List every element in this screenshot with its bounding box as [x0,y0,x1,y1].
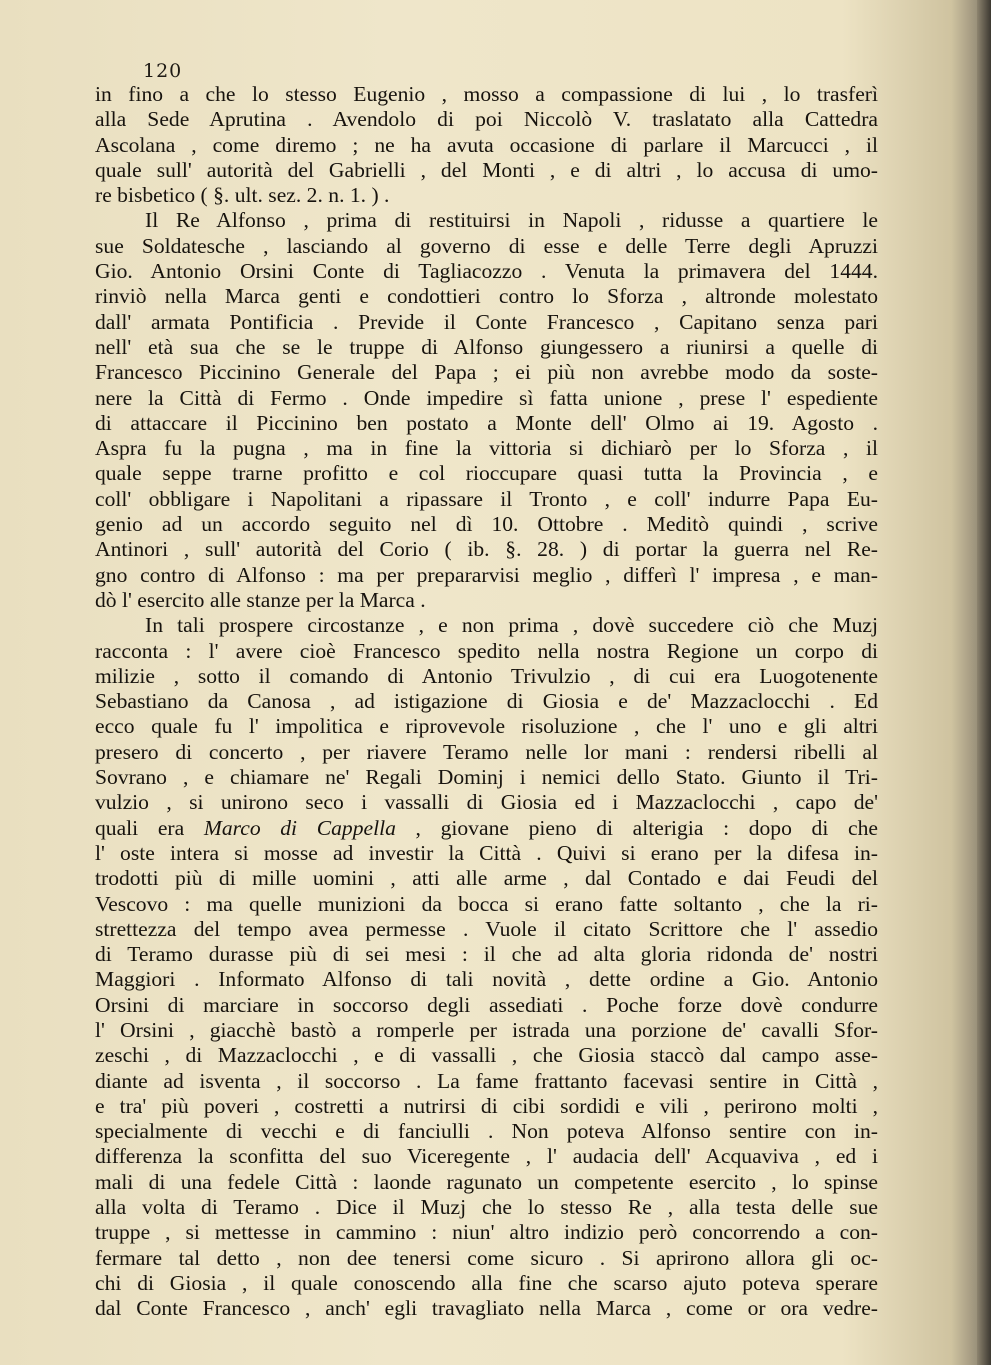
text-line: dal Conte Francesco , anch' egli travagliato nella Marca , come or ora vedre- [95,1296,878,1321]
text-line: l' Orsini , giacchè bastò a romperle per istrada una porzione de' cavalli Sfor- [95,1017,878,1042]
text-line: Maggiori . Informato Alfonso di tali novità , dette ordine a Gio. Antonio [95,967,878,992]
text-line: Sovrano , e chiamare ne' Regali Dominj i nemici dello Stato. Giunto il Tri- [95,765,878,790]
text-line: differenza la sconfitta del suo Viceregente , l' audacia dell' Acquaviva , ed i [95,1144,878,1169]
text-line: In tali prospere circostanze , e non prima , dovè succedere ciò che Muzj [145,613,878,638]
text-line: di attaccare il Piccinino ben postato a Monte dell' Olmo ai 19. Agosto . [95,410,878,435]
text-line: coll' obbligare i Napolitani a ripassare il Tronto , e coll' indurre Papa Eu- [95,486,878,511]
text-line: diante ad isventa , il soccorso . La fame frattanto facevasi sentire in Città , [95,1068,878,1093]
text-line: vulzio , si unirono seco i vassalli di Giosia ed i Mazzaclocchi , capo de' [95,790,878,815]
text-line: mali di una fedele Città : laonde ragunato un competente esercito , lo spinse [95,1169,878,1194]
text-line: rinviò nella Marca genti e condottieri contro lo Sforza , altronde molestato [95,284,878,309]
text-line: dò l' esercito alle stanze per la Marca . [95,587,426,612]
text-line: milizie , sotto il comando di Antonio Trivulzio , di cui era Luogotenente [95,663,878,688]
text-line: presero di concerto , per riavere Teramo nelle lor mani : rendersi ribelli al [95,739,878,764]
text-line: Orsini di marciare in soccorso degli assediati . Poche forze dovè condurre [95,992,878,1017]
italic-name: Marco di Cappella [203,815,396,840]
text-line: Francesco Piccinino Generale del Papa ; ei più non avrebbe modo da soste- [95,360,878,385]
text-line: trodotti più di mille uomini , atti alle arme , dal Contado e dai Feudi del [95,866,878,891]
text-line: gno contro di Alfonso : ma per prepararvisi meglio , differì l' impresa , e man- [95,562,878,587]
text-line: Gio. Antonio Orsini Conte di Tagliacozzo . Venuta la primavera del 1444. [95,259,878,284]
book-spine-shadow [977,0,991,1365]
text-line: e tra' più poveri , costretti a nutrirsi di cibi sordidi e vili , perirono molti , [95,1093,878,1118]
text-line: truppe , si mettesse in cammino : niun' altro indizio però concorrendo a con- [95,1220,878,1245]
text-line: Sebastiano da Canosa , ad istigazione di Giosia e de' Mazzaclocchi . Ed [95,689,878,714]
text-line: dall' armata Pontificia . Previde il Conte Francesco , Capitano senza pari [95,309,878,334]
text-line: sue Soldatesche , lasciando al governo di esse e delle Terre degli Apruzzi [95,233,878,258]
text-line: chi di Giosia , il quale conoscendo alla fine che scarso ajuto poteva sperare [95,1270,878,1295]
text-line: quali era Marco di Cappella , giovane pieno di alterigia : dopo di che [95,815,878,840]
text-line: Ascolana , come diremo ; ne ha avuta occasione di parlare il Marcucci , il [95,132,878,157]
text-line: fermare tal detto , non dee tenersi come sicuro . Si aprirono allora gli oc- [95,1245,878,1270]
text-line: nell' età sua che se le truppe di Alfonso giungessero a riunirsi a quelle di [95,334,878,359]
text-line: specialmente di vecchi e di fanciulli . Non poteva Alfonso sentire con in- [95,1119,878,1144]
text-line: racconta : l' avere cioè Francesco spedito nella nostra Regione un corpo di [95,638,878,663]
text-line: Antinori , sull' autorità del Corio ( ib. §. 28. ) di portar la guerra nel Re- [95,537,878,562]
text-line: Aspra fu la pugna , ma in fine la vittoria si dichiarò per lo Sforza , il [95,436,878,461]
text-line: di Teramo durasse più di sei mesi : il che ad alta gloria ridonda de' nostri [95,942,878,967]
text-line: genio ad un accordo seguito nel dì 10. Ottobre . Meditò quindi , scrive [95,512,878,537]
text-line: alla Sede Aprutina . Avendolo di poi Niccolò V. traslatato alla Cattedra [95,107,878,132]
text-line: Vescovo : ma quelle munizioni da bocca si erano fatte soltanto , che la ri- [95,891,878,916]
text-line: quale sull' autorità del Gabrielli , del Monti , e di altri , lo accusa di umo- [95,157,878,182]
text-line: l' oste intera si mosse ad investir la Città . Quivi si erano per la difesa in- [95,840,878,865]
text-line: nere la Città di Fermo . Onde impedire sì fatta unione , prese l' espediente [95,385,878,410]
page-number: 120 [143,60,183,82]
text-line: alla volta di Teramo . Dice il Muzj che lo stesso Re , alla testa delle sue [95,1195,878,1220]
text-line: Il Re Alfonso , prima di restituirsi in Napoli , ridusse a quartiere le [145,208,878,233]
text-line: strettezza del tempo avea permesse . Vuole il citato Scrittore che l' assedio [95,916,878,941]
body-text [95,82,878,1322]
text-line: quale seppe trarne profitto e col rioccupare quasi tutta la Provincia , e [95,461,878,486]
text-line: in fino a che lo stesso Eugenio , mosso a compassione di lui , lo trasferì [95,82,878,106]
text-line: re bisbetico ( §. ult. sez. 2. n. 1. ) . [95,183,390,208]
text-line: ecco quale fu l' impolitica e riprovevole risoluzione , che l' uno e gli altri [95,714,878,739]
text-line: zeschi , di Mazzaclocchi , e di vassalli , che Giosia staccò dal campo asse- [95,1043,878,1068]
